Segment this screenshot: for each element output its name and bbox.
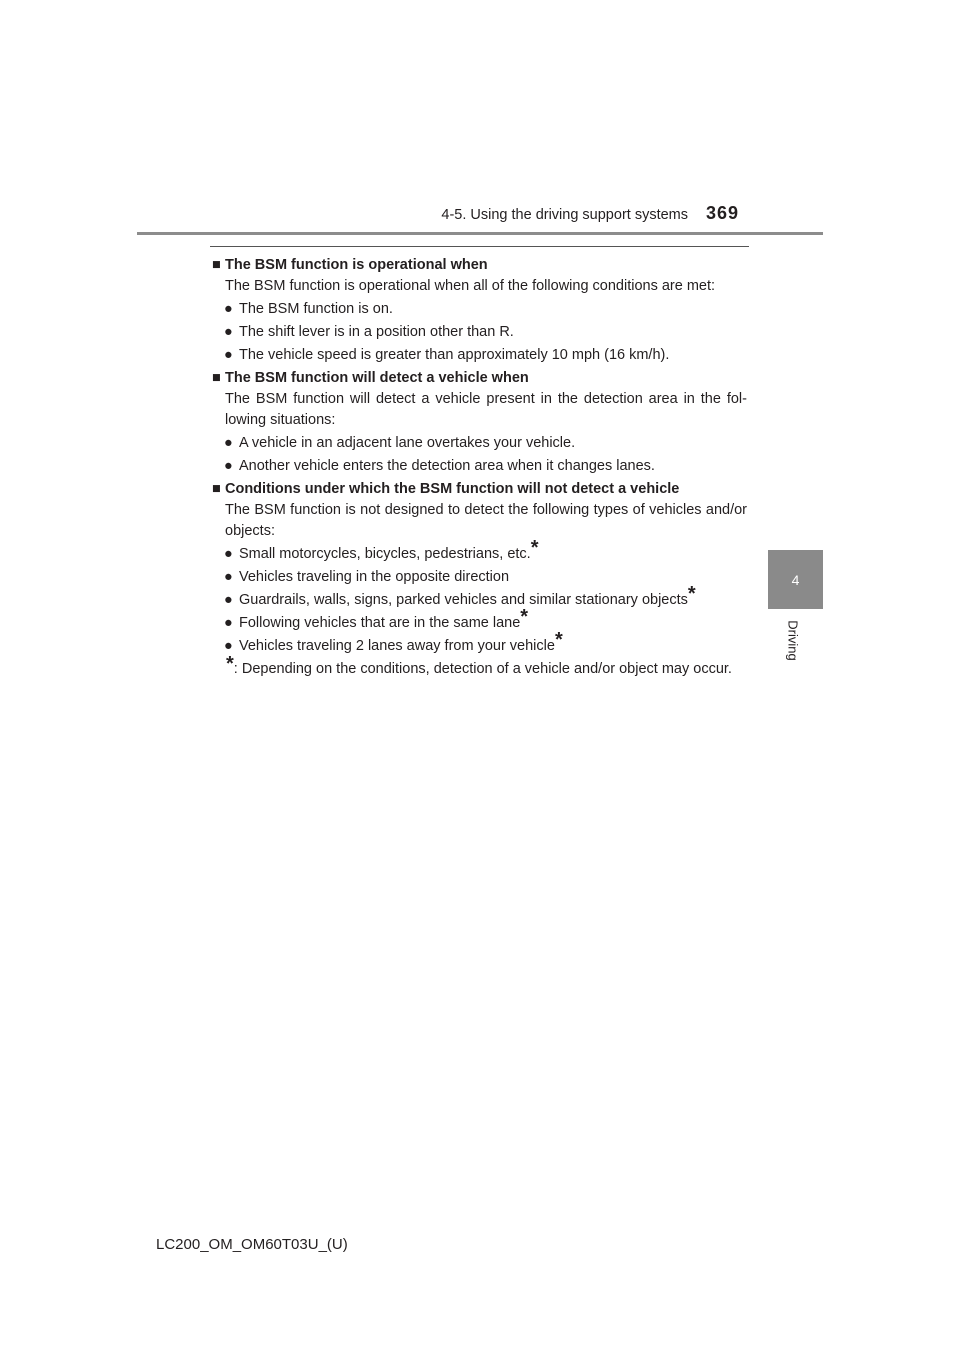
list-item [212,583,747,611]
list-item [212,322,747,343]
list-item-text: A vehicle in an adjacent lane overtakes your vehicle. [239,435,576,451]
bullet-icon: ● [224,569,233,585]
list-item-text: The shift lever is in a position other than R. [239,324,514,340]
list-item [212,456,747,477]
bullet-icon: ● [224,592,233,608]
list-item [212,606,747,634]
list-item-text: Another vehicle enters the detection area when it changes lanes. [239,458,655,474]
heading-text: The BSM function will detect a vehicle when [225,370,529,386]
bullet-icon: ● [224,638,233,654]
footnote-text: : Depending on the conditions, detection of a vehicle and/or object may occur. [233,661,732,677]
section-paragraph: The BSM function will detect a vehicle present in the detection area in the fol-lowing situations: [225,391,747,428]
asterisk-icon: * [226,653,234,675]
square-bullet-icon: ■ [212,481,221,497]
bullet-icon: ● [224,435,233,451]
section-heading [212,255,747,276]
section-title: 4-5. Using the driving support systems [441,207,688,223]
content-divider [210,246,749,247]
chapter-tab[interactable] [768,550,823,609]
square-bullet-icon: ■ [212,257,221,273]
chapter-label-container [773,610,813,670]
asterisk-icon: * [554,629,563,651]
asterisk-icon: * [530,537,539,559]
bullet-icon: ● [224,615,233,631]
list-item [212,345,747,366]
chapter-number: 4 [791,571,800,588]
section-paragraph: The BSM function is operational when all of the following conditions are met: [225,278,716,294]
list-item [212,299,747,320]
section-heading [212,368,747,389]
list-item [212,537,747,565]
asterisk-icon: * [520,606,529,628]
chapter-label: Driving [785,619,801,661]
header-divider [137,232,823,235]
page-number: 369 [706,203,740,223]
list-item [212,567,747,588]
square-bullet-icon: ■ [212,370,221,386]
list-item-text: Vehicles traveling in the opposite direction [239,569,510,585]
bullet-icon: ● [224,347,233,363]
list-item [212,433,747,454]
bullet-icon: ● [224,301,233,317]
section-paragraph: The BSM function is not designed to detect the following types of vehicles and/or objects: [225,502,747,539]
heading-text: The BSM function is operational when [225,257,488,273]
list-item-text: Vehicles traveling 2 lanes away from your vehicle [239,638,555,654]
list-item-text: Following vehicles that are in the same lane [239,615,521,631]
asterisk-icon: * [687,583,696,605]
document-code: LC200_OM_OM60T03U_(U) [156,1236,348,1253]
list-item-text: Small motorcycles, bicycles, pedestrians, etc. [239,546,531,562]
bullet-icon: ● [224,458,233,474]
bullet-icon: ● [224,546,233,562]
list-item-text: Guardrails, walls, signs, parked vehicles and similar stationary objects [239,592,688,608]
footnote [217,653,747,680]
heading-text: Conditions under which the BSM function will not detect a vehicle [225,481,680,497]
list-item [212,629,747,657]
list-item-text: The BSM function is on. [239,301,393,317]
list-item-text: The vehicle speed is greater than approximately 10 mph (16 km/h). [239,347,670,363]
content-body [212,255,747,680]
bullet-icon: ● [224,324,233,340]
section-heading [212,479,747,500]
